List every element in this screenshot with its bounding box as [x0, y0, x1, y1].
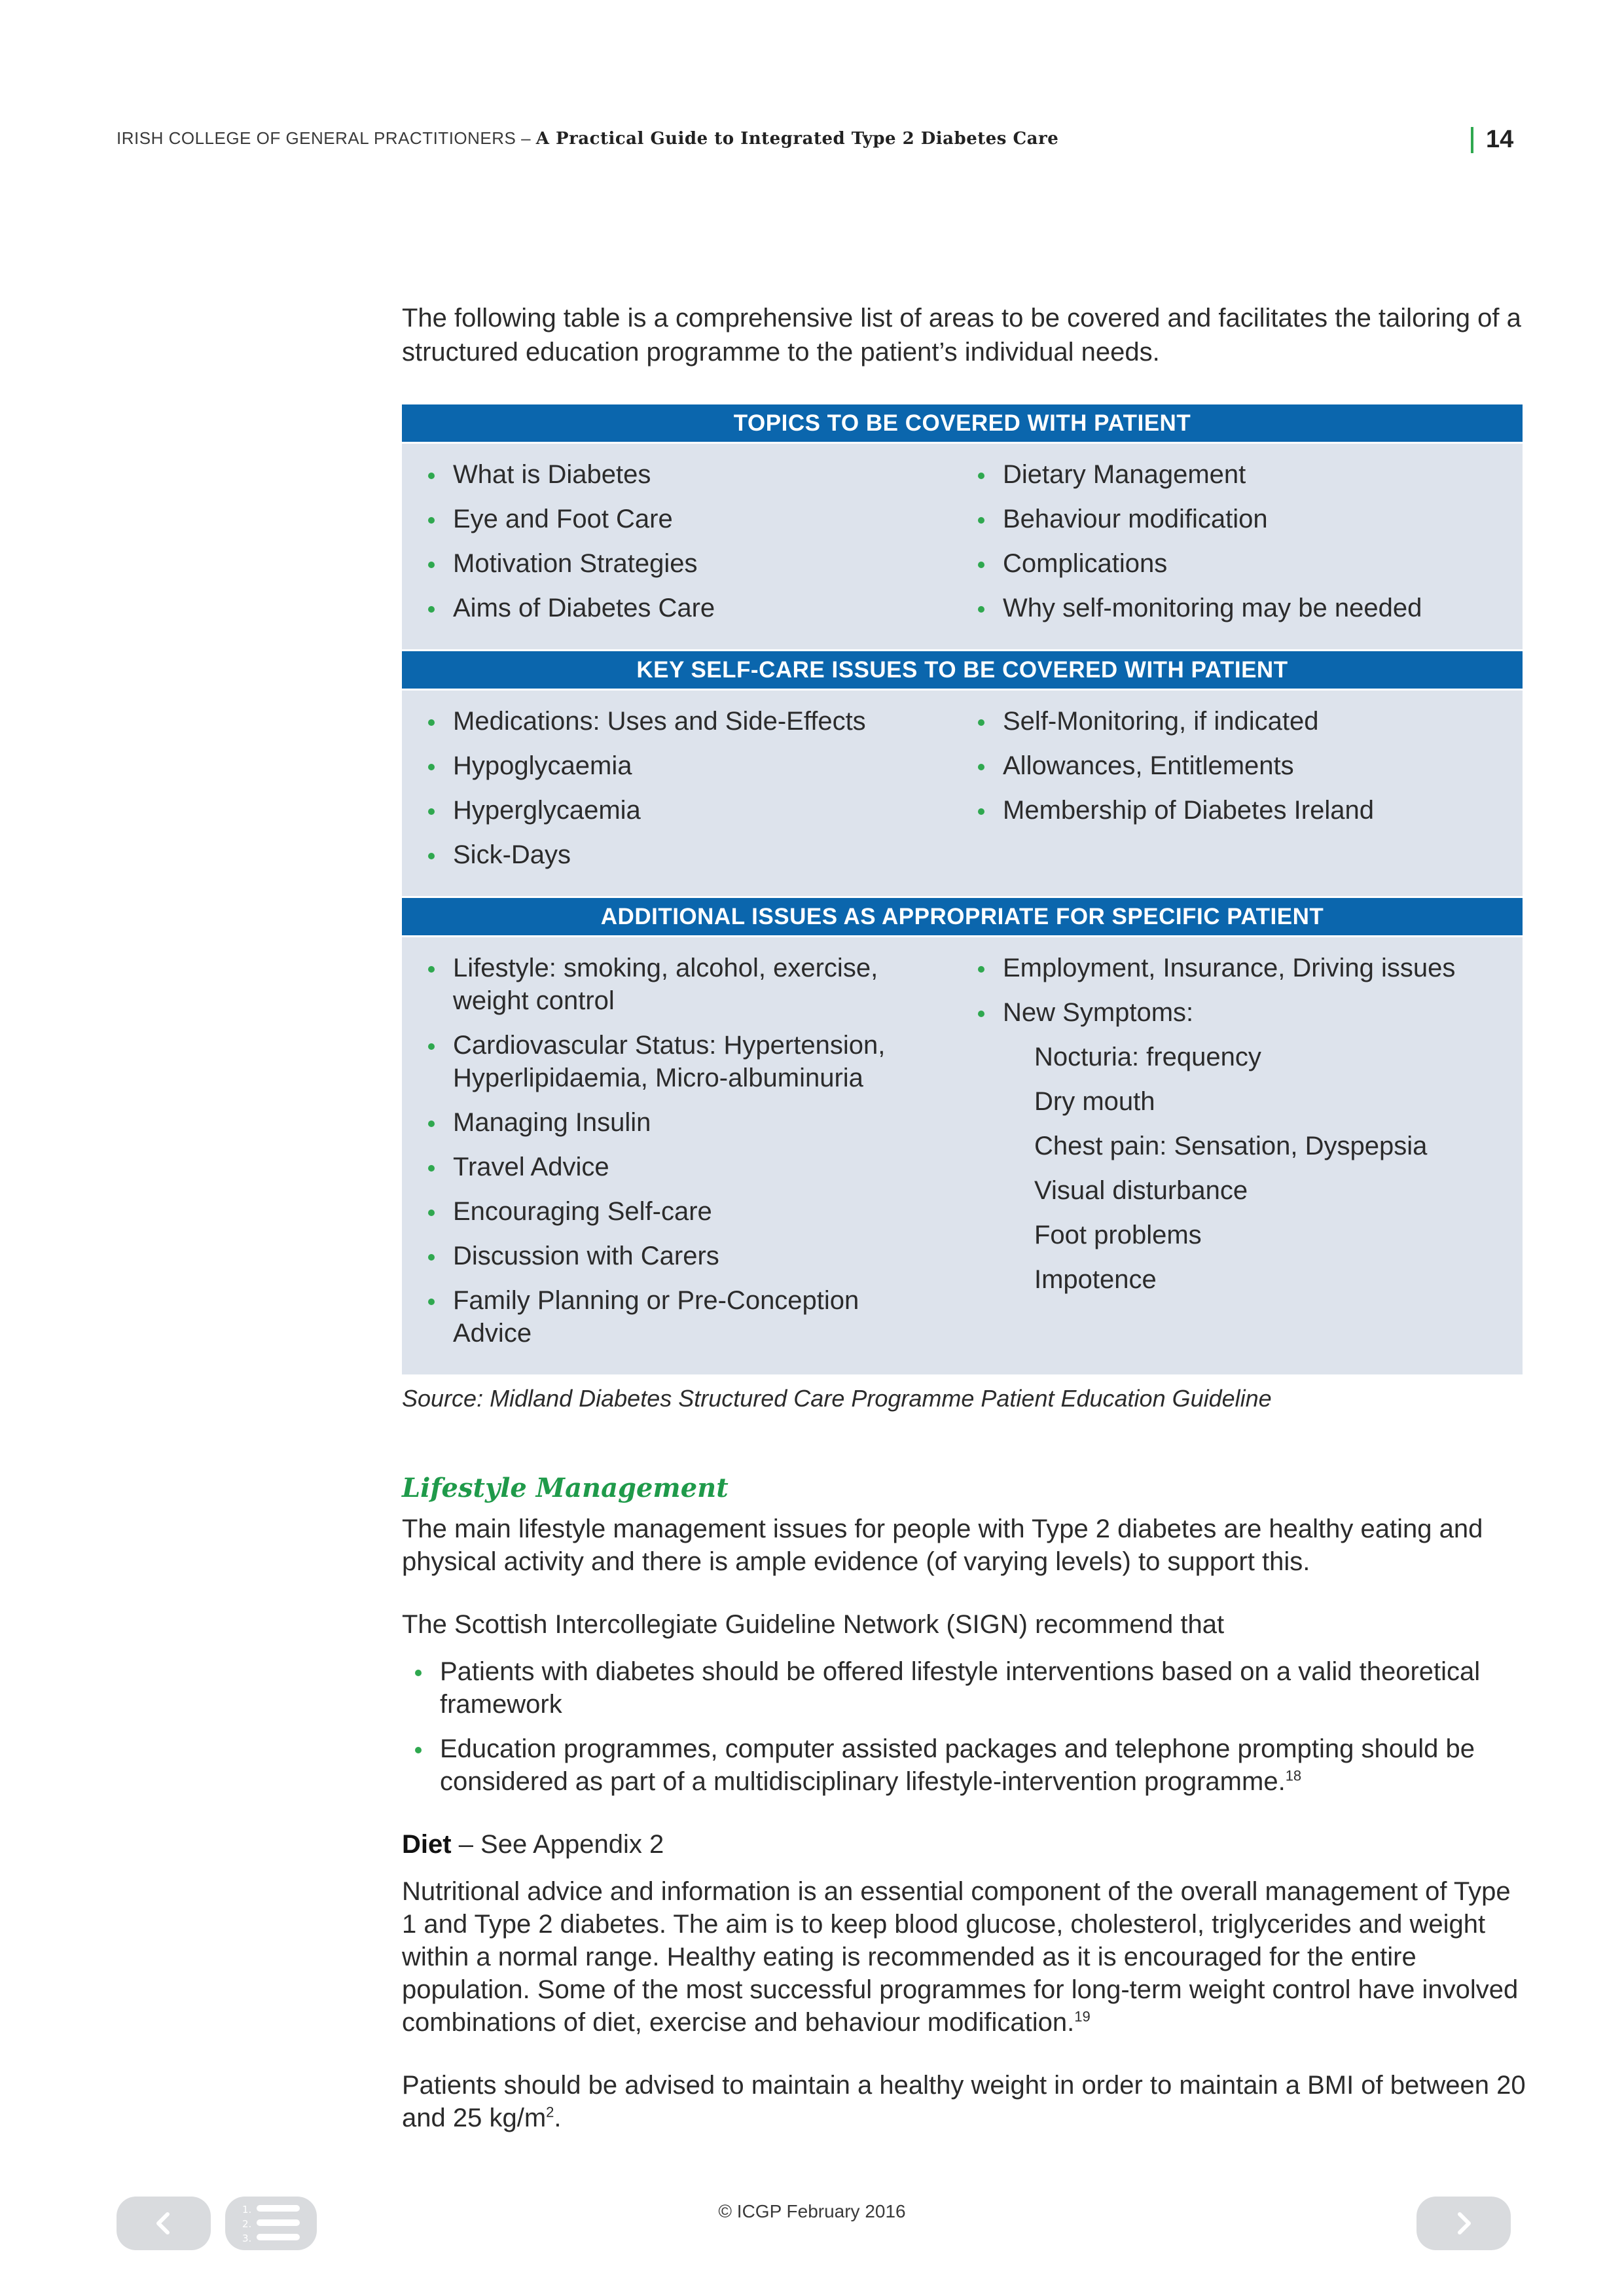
diet-heading [402, 1828, 1528, 1861]
bullet-icon [428, 606, 435, 613]
bullet-icon [428, 853, 435, 859]
list-item: Complications [978, 547, 1509, 580]
sub-list-item: Nocturia: frequency [1034, 1043, 1261, 1071]
table-section-heading: TOPICS TO BE COVERED WITH PATIENT [402, 404, 1523, 444]
copyright-notice: © ICGP February 2016 [718, 2201, 906, 2221]
sub-list-item: Dry mouth [1034, 1087, 1155, 1116]
table-section-body [402, 691, 1523, 896]
list-item: Cardiovascular Status: Hypertension, Hyperlipidaemia, Micro-albuminuria [428, 1029, 936, 1094]
sign-paragraph: The Scottish Intercollegiate Guideline Network (SIGN) recommend that [402, 1610, 1225, 1639]
bullet-icon [428, 1121, 435, 1127]
list-item: Encouraging Self-care [428, 1195, 936, 1228]
list-item: Discussion with Carers [428, 1240, 936, 1272]
bullet-icon [978, 517, 984, 524]
bullet-icon [978, 562, 984, 568]
topics-table [402, 404, 1523, 1374]
lifestyle-section [402, 1473, 1528, 2164]
sub-list-item: Visual disturbance [1034, 1176, 1248, 1205]
svg-text:2.: 2. [242, 2218, 252, 2230]
bullet-icon [978, 606, 984, 613]
bullet-icon [428, 966, 435, 973]
bullet-icon [415, 1747, 422, 1753]
bullet-icon [428, 808, 435, 815]
bullet-icon [978, 966, 984, 973]
sub-list-item: Foot problems [1034, 1221, 1202, 1249]
list-item: Dietary Management [978, 458, 1509, 491]
list-item: Allowances, Entitlements [978, 749, 1509, 782]
intro-paragraph: The following table is a comprehensive list of areas to be covered and facilitates the tailoring of a structured education programme to the patient’s individual needs. [402, 304, 1521, 367]
bullet-icon [428, 517, 435, 524]
list-item: Employment, Insurance, Driving issues [978, 952, 1509, 984]
table-section-heading: KEY SELF-CARE ISSUES TO BE COVERED WITH PATIENT [402, 649, 1523, 691]
bullet-icon [978, 1011, 984, 1017]
header-guide-title: A Practical Guide to Integrated Type 2 Diabetes Care [535, 129, 1059, 149]
svg-text:3.: 3. [242, 2233, 252, 2244]
list-item: Aims of Diabetes Care [428, 592, 936, 624]
page-number: 14 [1486, 126, 1514, 153]
bullet-icon [428, 1165, 435, 1172]
chevron-right-icon [1451, 2210, 1477, 2236]
header-separator: – [516, 128, 536, 148]
list-item: Managing Insulin [428, 1106, 936, 1139]
diet-label: Diet [402, 1830, 452, 1859]
list-item: Motivation Strategies [428, 547, 936, 580]
bullet-icon [428, 1299, 435, 1305]
running-title [117, 128, 1058, 149]
sub-list-item: Chest pain: Sensation, Dyspepsia [1034, 1132, 1428, 1160]
bullet-icon [978, 473, 984, 479]
diet-appendix-ref: – See Appendix 2 [451, 1830, 664, 1859]
next-page-button[interactable] [1416, 2197, 1511, 2250]
list-item: Sick-Days [428, 838, 936, 871]
list-item: Membership of Diabetes Ireland [978, 794, 1509, 827]
intro-block [402, 301, 1528, 369]
bullet-icon [428, 1254, 435, 1261]
bullet-icon [415, 1670, 422, 1676]
page-header [117, 127, 1521, 153]
list-item: Why self-monitoring may be needed [978, 592, 1509, 624]
symptoms-sublist [978, 1041, 1509, 1296]
reference-marker: 18 [1285, 1767, 1302, 1784]
bullet-icon [428, 764, 435, 770]
bullet-icon [428, 719, 435, 726]
list-item: Family Planning or Pre-Conception Advice [428, 1284, 936, 1350]
header-org: IRISH COLLEGE OF GENERAL PRACTITIONERS [117, 128, 516, 148]
bullet-icon [428, 1210, 435, 1216]
sign-recommendations [402, 1655, 1528, 1798]
table-section-body [402, 937, 1523, 1374]
list-item: Travel Advice [428, 1151, 936, 1183]
list-item: Self-Monitoring, if indicated [978, 705, 1509, 738]
list-item: Hypoglycaemia [428, 749, 936, 782]
svg-text:1.: 1. [242, 2204, 252, 2215]
page-number-divider [1471, 127, 1473, 153]
list-item: Lifestyle: smoking, alcohol, exercise, weight control [428, 952, 936, 1017]
bullet-icon [428, 473, 435, 479]
list-item: Medications: Uses and Side-Effects [428, 705, 936, 738]
diet-paragraph: Nutritional advice and information is an essential component of the overall management of Type 1 and Type 2 diabetes. The aim is to keep blood glucose, cholesterol, triglycerides and weight within a normal range. Healthy eating is recommended as it is encouraged for the entire population. Some of the most successful programmes for long-term weight control have involved combinations of diet, exercise and behaviour modification.$^{19}$ [402, 1877, 1519, 2037]
list-item: Patients with diabetes should be offered lifestyle interventions based on a valid theoretical framework [415, 1655, 1528, 1721]
list-item: What is Diabetes [428, 458, 936, 491]
list-item: Education programmes, computer assisted packages and telephone prompting should be considered as part of a multidisciplinary lifestyle-intervention programme.$^{18}$ [415, 1732, 1528, 1798]
bmi-paragraph: Patients should be advised to maintain a healthy weight in order to maintain a BMI of between 20 and 25 $kg/m^2$. [402, 2071, 1526, 2132]
table-source-note: Source: Midland Diabetes Structured Care Programme Patient Education Guideline [402, 1385, 1272, 1412]
table-column-left [402, 952, 962, 1361]
bullet-icon [978, 808, 984, 815]
bullet-icon [428, 562, 435, 568]
list-item: New Symptoms: [978, 996, 1509, 1029]
list-item: Hyperglycaemia [428, 794, 936, 827]
table-column-right [962, 458, 1523, 636]
table-column-right [962, 705, 1523, 883]
table-section-body [402, 444, 1523, 649]
lifestyle-paragraph: The main lifestyle management issues for people with Type 2 diabetes are healthy eating and physical activity and there is ample evidence (of varying levels) to support this. [402, 1515, 1483, 1576]
section-title-lifestyle: Lifestyle Management [402, 1473, 729, 1503]
bullet-icon [978, 719, 984, 726]
bullet-icon [978, 764, 984, 770]
list-item: Behaviour modification [978, 503, 1509, 535]
table-section-heading: ADDITIONAL ISSUES AS APPROPRIATE FOR SPECIFIC PATIENT [402, 896, 1523, 937]
reference-marker: 19 [1074, 2008, 1091, 2025]
table-column-left [402, 705, 962, 883]
table-column-right [962, 952, 1523, 1361]
sub-list-item: Impotence [1034, 1265, 1157, 1294]
table-column-left [402, 458, 962, 636]
list-item: Eye and Foot Care [428, 503, 936, 535]
bullet-icon [428, 1043, 435, 1050]
